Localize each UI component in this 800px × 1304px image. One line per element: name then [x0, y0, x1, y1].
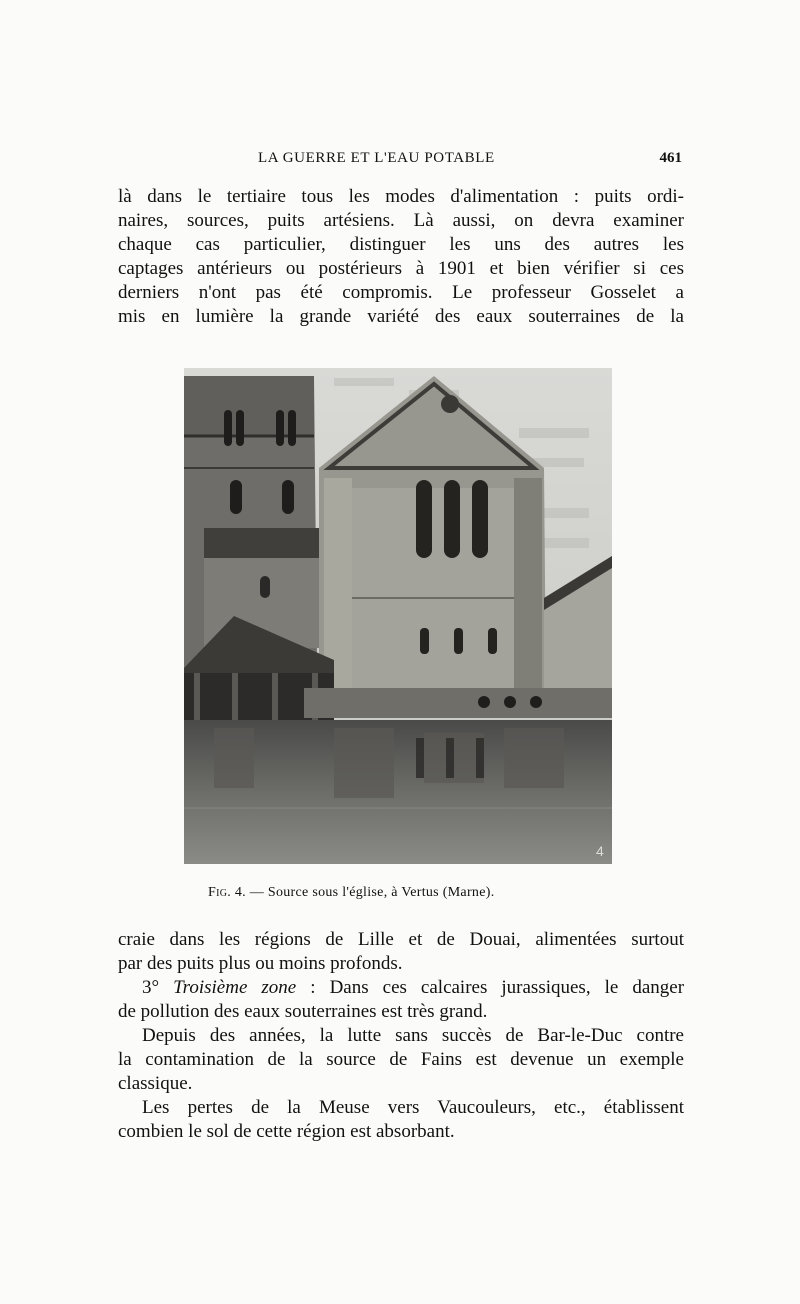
text-line: Les pertes de la Meuse vers Vaucouleurs, etc., établissent [142, 1097, 684, 1118]
text-line: chaque cas particulier, distinguer les uns des autres les [118, 234, 684, 255]
zone-heading-line [118, 976, 684, 1000]
text-line: classique. [118, 1073, 193, 1094]
text-line: Depuis des années, la lutte sans succès de Bar-le-Duc contre [142, 1025, 684, 1046]
text-line: craie dans les régions de Lille et de Douai, alimentées surtout [118, 929, 684, 950]
church-photograph [184, 368, 612, 864]
photo-corner-number: 4 [596, 843, 604, 859]
zone-label: Troisième zone [173, 977, 297, 998]
page-header [118, 150, 684, 172]
figure-caption-text: — Source sous l'église, à Vertus (Marne). [245, 885, 495, 900]
text-line: naires, sources, puits artésiens. Là aussi, on devra examiner [118, 210, 684, 231]
figure-label: Fig. 4. [208, 885, 246, 900]
page-number: 461 [659, 150, 682, 166]
text-line: par des puits plus ou moins profonds. [118, 953, 403, 974]
body-paragraph-bottom [118, 928, 684, 1144]
running-head: LA GUERRE ET L'EAU POTABLE [258, 150, 495, 166]
figure-caption [208, 885, 495, 901]
text-line: mis en lumière la grande variété des eaux souterraines de la [118, 306, 684, 327]
text-line: de pollution des eaux souterraines est très grand. [118, 1001, 488, 1022]
text-line: captages antérieurs ou postérieurs à 1901 et bien vérifier si ces [118, 258, 684, 279]
text-line: la contamination de la source de Fains est devenue un exemple [118, 1049, 684, 1070]
text-line: là dans le tertiaire tous les modes d'alimentation : puits ordi- [118, 186, 684, 207]
zone-text: : Dans ces calcaires jurassiques, le danger [296, 977, 685, 998]
text-line: combien le sol de cette région est absorbant. [118, 1121, 455, 1142]
body-paragraph-top [118, 185, 684, 329]
text-line: derniers n'ont pas été compromis. Le professeur Gosselet a [118, 282, 684, 303]
zone-number: 3° [142, 977, 160, 998]
